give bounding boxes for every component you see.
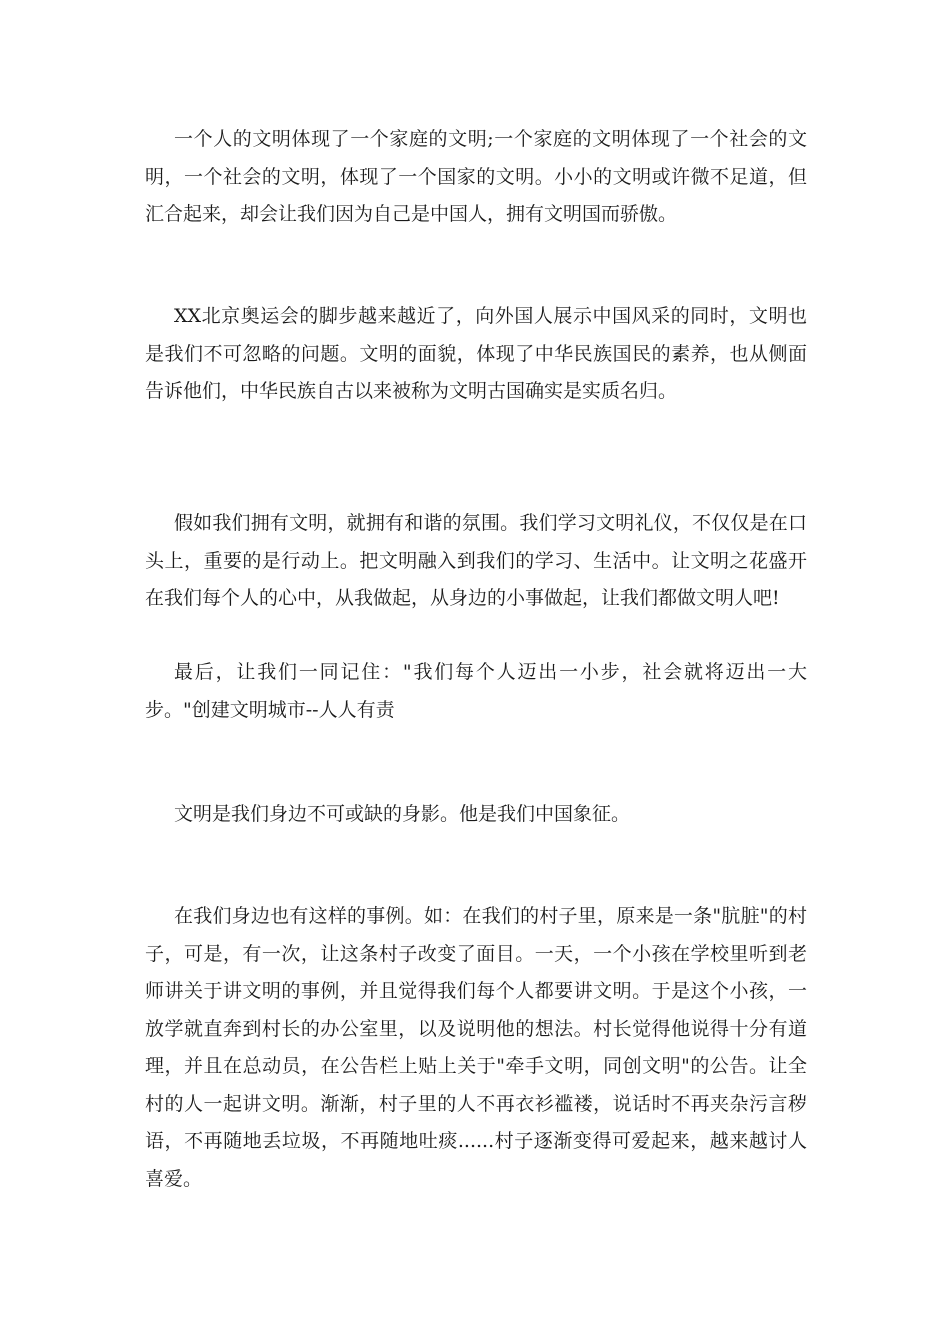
paragraph-beijing-olympics: XX北京奥运会的脚步越来越近了，向外国人展示中国风采的同时，文明也是我们不可忽略的问题。文明的面貌，体现了中华民族国民的素养，也从侧面告诉他们，中华民族自古以来被称为文明古国确实是实质名归。 — [145, 305, 807, 402]
paragraph-family-society-nation: 一个人的文明体现了一个家庭的文明;一个家庭的文明体现了一个社会的文明，一个社会的文明，体现了一个国家的文明。小小的文明或许微不足道，但汇合起来，却会让我们因为自己是中国人，拥有文明国而骄傲。 — [145, 128, 807, 225]
paragraph-civilization-symbol: 文明是我们身边不可或缺的身影。他是我们中国象征。 — [174, 803, 631, 825]
paragraph-closing-quote: 最后，让我们一同记住："我们每个人迈出一小步，社会就将迈出一大步。"创建文明城市--人人有责 — [145, 661, 807, 721]
paragraph-harmony-etiquette: 假如我们拥有文明，就拥有和谐的氛围。我们学习文明礼仪，不仅仅是在口头上，重要的是行动上。把文明融入到我们的学习、生活中。让文明之花盛开在我们每个人的心中，从我做起，从身边的小事做起，让我们都做文明人吧! — [145, 512, 807, 609]
paragraph-village-example: 在我们身边也有这样的事例。如：在我们的村子里，原来是一条"肮脏"的村子，可是，有一次，让这条村子改变了面目。一天，一个小孩在学校里听到老师讲关于讲文明的事例，并且觉得我们每个人都要讲文明。于是这个小孩，一放学就直奔到村长的办公室里，以及说明他的想法。村长觉得他说得十分有道理，并且在总动员，在公告栏上贴上关于"牵手文明，同创文明"的公告。让全村的人一起讲文明。渐渐，村子里的人不再衣衫褴褛，说话时不再夹杂污言秽语，不再随地丢垃圾，不再随地吐痰......村子逐渐变得可爱起来，越来越讨人喜爱。 — [145, 905, 807, 1190]
